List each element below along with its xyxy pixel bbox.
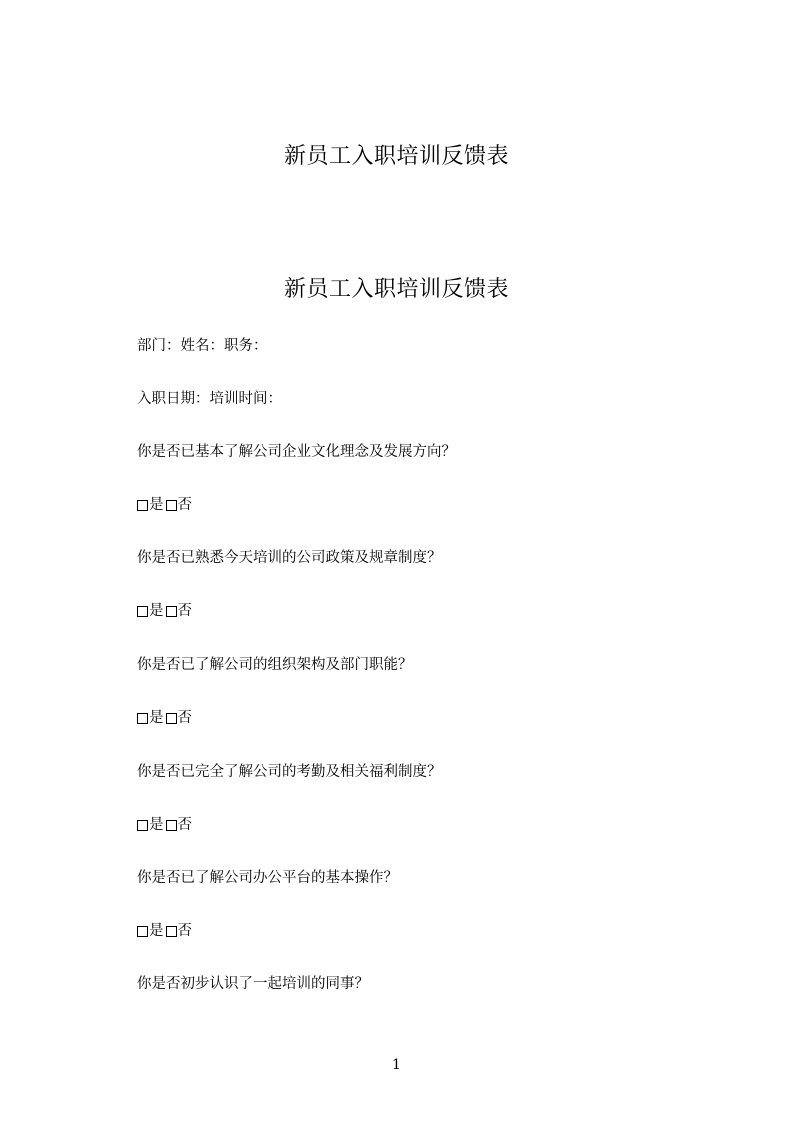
yes-label: 是 — [149, 603, 164, 619]
answer-options-1 — [137, 495, 194, 515]
yes-checkbox[interactable] — [137, 926, 148, 937]
no-label: 否 — [177, 710, 192, 726]
yes-checkbox[interactable] — [137, 500, 148, 511]
answer-options-5 — [137, 921, 194, 941]
question-4: 你是否已完全了解公司的考勤及相关福利制度？ — [137, 764, 442, 780]
question-2: 你是否已熟悉今天培训的公司政策及规章制度？ — [137, 550, 442, 566]
question-1: 你是否已基本了解公司企业文化理念及发展方向？ — [137, 444, 456, 460]
fields-line-department-name-position: 部门：姓名：职务： — [137, 338, 268, 354]
yes-checkbox[interactable] — [137, 713, 148, 724]
yes-label: 是 — [149, 497, 164, 513]
no-label: 否 — [177, 603, 192, 619]
no-checkbox[interactable] — [166, 500, 177, 511]
page-number: 1 — [392, 1057, 401, 1073]
question-5: 你是否已了解公司办公平台的基本操作？ — [137, 870, 398, 886]
yes-checkbox[interactable] — [137, 606, 148, 617]
answer-options-2 — [137, 601, 194, 621]
no-checkbox[interactable] — [166, 820, 177, 831]
yes-checkbox[interactable] — [137, 820, 148, 831]
no-label: 否 — [177, 817, 192, 833]
yes-label: 是 — [149, 710, 164, 726]
no-label: 否 — [177, 497, 192, 513]
question-3: 你是否已了解公司的组织架构及部门职能？ — [137, 657, 413, 673]
question-6: 你是否初步认识了一起培训的同事？ — [137, 976, 369, 992]
yes-label: 是 — [149, 817, 164, 833]
no-checkbox[interactable] — [166, 713, 177, 724]
no-label: 否 — [177, 923, 192, 939]
no-checkbox[interactable] — [166, 606, 177, 617]
document-title: 新员工入职培训反馈表 — [283, 277, 509, 302]
answer-options-3 — [137, 708, 194, 728]
no-checkbox[interactable] — [166, 926, 177, 937]
fields-line-entry-date-training-time: 入职日期：培训时间： — [137, 391, 282, 407]
yes-label: 是 — [149, 923, 164, 939]
answer-options-4 — [137, 815, 194, 835]
document-title-header: 新员工入职培训反馈表 — [283, 144, 509, 169]
